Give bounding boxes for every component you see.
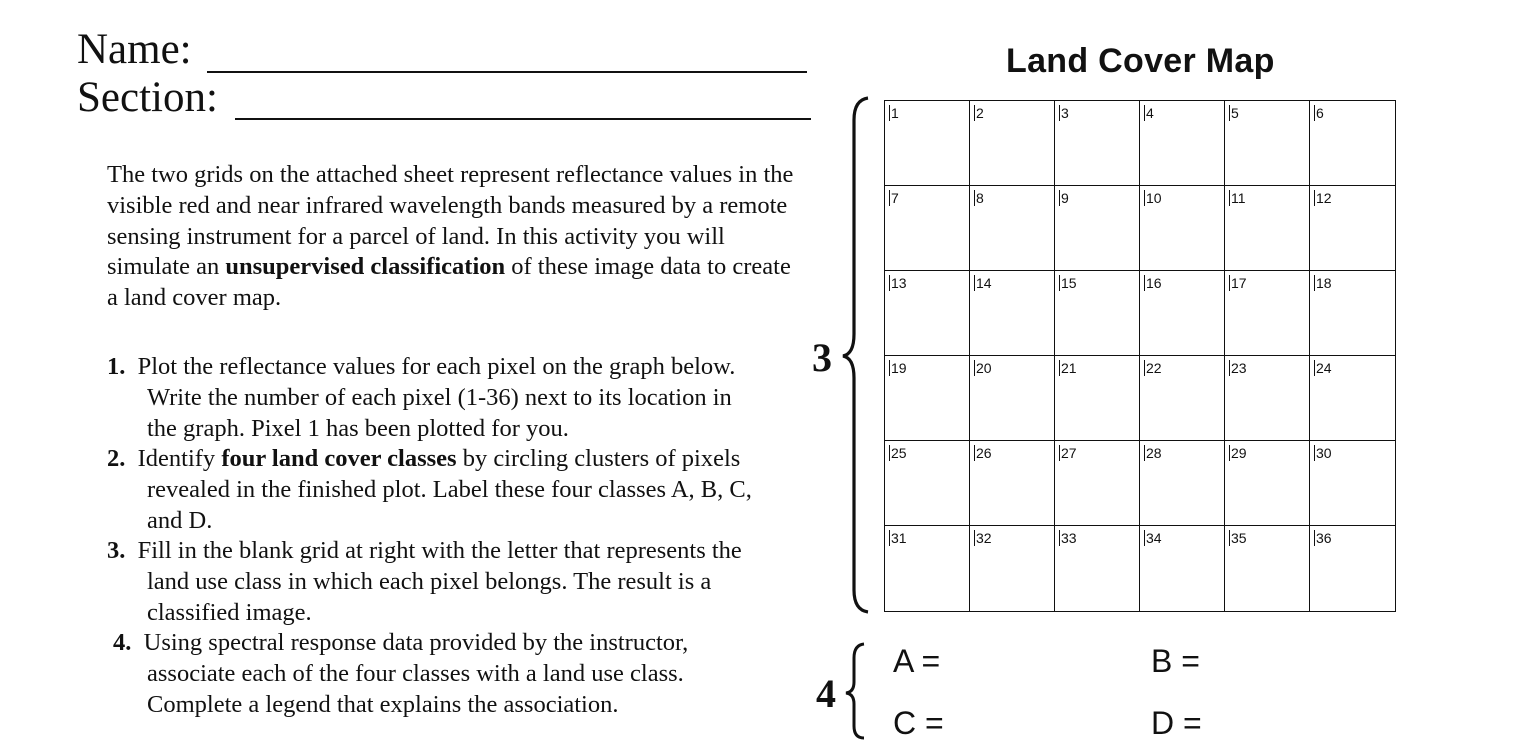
section-line[interactable] [235, 118, 811, 120]
step-3 [107, 536, 787, 628]
grid-cell-number: 12 [1316, 190, 1332, 206]
grid-cell[interactable] [970, 271, 1055, 356]
grid-cell-number: 10 [1146, 190, 1162, 206]
grid-cell-number: 3 [1061, 105, 1069, 121]
legend-d-label: D = [1151, 705, 1202, 741]
step-line: Using spectral response data provided by the instructor, [143, 629, 689, 656]
grid-cell-number: 35 [1231, 530, 1247, 546]
step-line: and D. [147, 506, 213, 534]
grid-cell[interactable] [1055, 101, 1140, 186]
grid-cell-number: 23 [1231, 360, 1247, 376]
legend-b-label: B = [1151, 643, 1200, 679]
grid-cell[interactable] [1225, 271, 1310, 356]
grid-cell[interactable] [885, 101, 970, 186]
grid-cell-number: 24 [1316, 360, 1332, 376]
legend-c[interactable] [893, 705, 944, 742]
step-line: Identify [137, 445, 222, 472]
grid-cell-number: 16 [1146, 275, 1162, 291]
grid-cell[interactable] [1055, 271, 1140, 356]
grid-cell-number: 36 [1316, 530, 1332, 546]
grid-cell-number: 4 [1146, 105, 1154, 121]
intro-text-end: of these image data to create a land cover map. [107, 253, 791, 312]
grid-cell-number: 13 [891, 275, 907, 291]
grid-cell[interactable] [1225, 526, 1310, 611]
step-line: Complete a legend that explains the association. [147, 690, 619, 718]
step-line: the graph. Pixel 1 has been plotted for you. [147, 414, 569, 442]
step-number: 4. [113, 629, 132, 656]
step-2 [107, 444, 787, 536]
grid-cell-number: 5 [1231, 105, 1239, 121]
grid-cell[interactable] [1310, 356, 1395, 441]
grid-cell[interactable] [1140, 526, 1225, 611]
grid-cell[interactable] [1225, 441, 1310, 526]
grid-cell-number: 15 [1061, 275, 1077, 291]
step-line: Write the number of each pixel (1-36) next to its location in [147, 383, 732, 411]
grid-cell-number: 20 [976, 360, 992, 376]
grid-cell-number: 28 [1146, 445, 1162, 461]
legend-d[interactable] [1151, 705, 1202, 742]
intro-bold: unsupervised classification [225, 253, 506, 281]
grid-cell[interactable] [970, 441, 1055, 526]
grid-cell-number: 14 [976, 275, 992, 291]
grid-cell[interactable] [885, 186, 970, 271]
legend-a[interactable] [893, 643, 940, 680]
grid-cell-number: 29 [1231, 445, 1247, 461]
grid-cell[interactable] [970, 526, 1055, 611]
step-line: revealed in the finished plot. Label these four classes A, B, C, [147, 475, 752, 503]
legend-a-label: A = [893, 643, 941, 679]
grid-cell-number: 22 [1146, 360, 1162, 376]
grid-cell-number: 21 [1061, 360, 1077, 376]
land-cover-grid [884, 100, 1396, 612]
section-field[interactable] [77, 76, 218, 119]
grid-cell[interactable] [1310, 101, 1395, 186]
brace-three [838, 96, 878, 616]
grid-cell-number: 17 [1231, 275, 1247, 291]
step-line: classified image. [147, 598, 312, 626]
grid-cell-number: 26 [976, 445, 992, 461]
grid-cell[interactable] [885, 356, 970, 441]
grid-cell-number: 34 [1146, 530, 1162, 546]
legend-b[interactable] [1151, 643, 1200, 680]
grid-cell[interactable] [1055, 526, 1140, 611]
step-line: by circling clusters of pixels [456, 445, 741, 472]
grid-cell[interactable] [1310, 526, 1395, 611]
grid-cell[interactable] [1140, 271, 1225, 356]
grid-cell-number: 18 [1316, 275, 1332, 291]
grid-cell[interactable] [1055, 186, 1140, 271]
section-label: Section: [77, 74, 218, 121]
grid-cell[interactable] [1140, 356, 1225, 441]
map-title: Land Cover Map [1006, 42, 1275, 80]
name-field[interactable] [77, 28, 192, 71]
step-line: Plot the reflectance values for each pixel on the graph below. [137, 353, 736, 380]
grid-cell[interactable] [1055, 356, 1140, 441]
grid-cell-number: 32 [976, 530, 992, 546]
step-number: 3. [107, 537, 126, 564]
grid-cell[interactable] [970, 186, 1055, 271]
grid-cell[interactable] [1225, 186, 1310, 271]
grid-cell-number: 6 [1316, 105, 1324, 121]
step-number: 2. [107, 445, 126, 472]
step-bold: four land cover classes [221, 445, 457, 472]
grid-cell-number: 2 [976, 105, 984, 121]
step-line: land use class in which each pixel belongs. The result is a [147, 567, 712, 595]
step-line: associate each of the four classes with a land use class. [147, 659, 684, 687]
grid-cell-number: 27 [1061, 445, 1077, 461]
grid-cell[interactable] [970, 356, 1055, 441]
grid-cell[interactable] [1310, 271, 1395, 356]
grid-cell[interactable] [1310, 186, 1395, 271]
grid-cell-number: 30 [1316, 445, 1332, 461]
grid-cell-number: 25 [891, 445, 907, 461]
legend-c-label: C = [893, 705, 944, 741]
intro-text: The two grids on the attached sheet represent reflectance values in the visible red and near infrared wavelength bands measured by a remote sensing instrument for a parcel of land. In this activity you will simulate an [107, 161, 794, 281]
grid-cell[interactable] [1055, 441, 1140, 526]
grid-cell[interactable] [1225, 101, 1310, 186]
grid-cell-number: 1 [891, 105, 899, 121]
step-line: Fill in the blank grid at right with the letter that represents the [137, 537, 742, 564]
intro-paragraph [107, 160, 807, 314]
grid-cell-number: 33 [1061, 530, 1077, 546]
grid-cell-number: 9 [1061, 190, 1069, 206]
grid-cell[interactable] [1140, 101, 1225, 186]
grid-cell[interactable] [970, 101, 1055, 186]
grid-cell-number: 7 [891, 190, 899, 206]
name-label: Name: [77, 26, 192, 73]
grid-cell-number: 31 [891, 530, 907, 546]
name-line[interactable] [207, 71, 807, 73]
marker-three: 3 [812, 335, 832, 380]
grid-cell[interactable] [885, 271, 970, 356]
grid-cell[interactable] [1140, 441, 1225, 526]
grid-cell-number: 8 [976, 190, 984, 206]
marker-four: 4 [816, 671, 836, 716]
grid-cell[interactable] [1140, 186, 1225, 271]
step-4 [113, 628, 793, 720]
grid-cell[interactable] [885, 526, 970, 611]
brace-four [842, 642, 872, 742]
step-1 [107, 352, 787, 444]
step-number: 1. [107, 353, 126, 380]
grid-cell[interactable] [1310, 441, 1395, 526]
grid-cell-number: 19 [891, 360, 907, 376]
grid-cell[interactable] [1225, 356, 1310, 441]
grid-cell-number: 11 [1231, 190, 1246, 206]
grid-cell[interactable] [885, 441, 970, 526]
